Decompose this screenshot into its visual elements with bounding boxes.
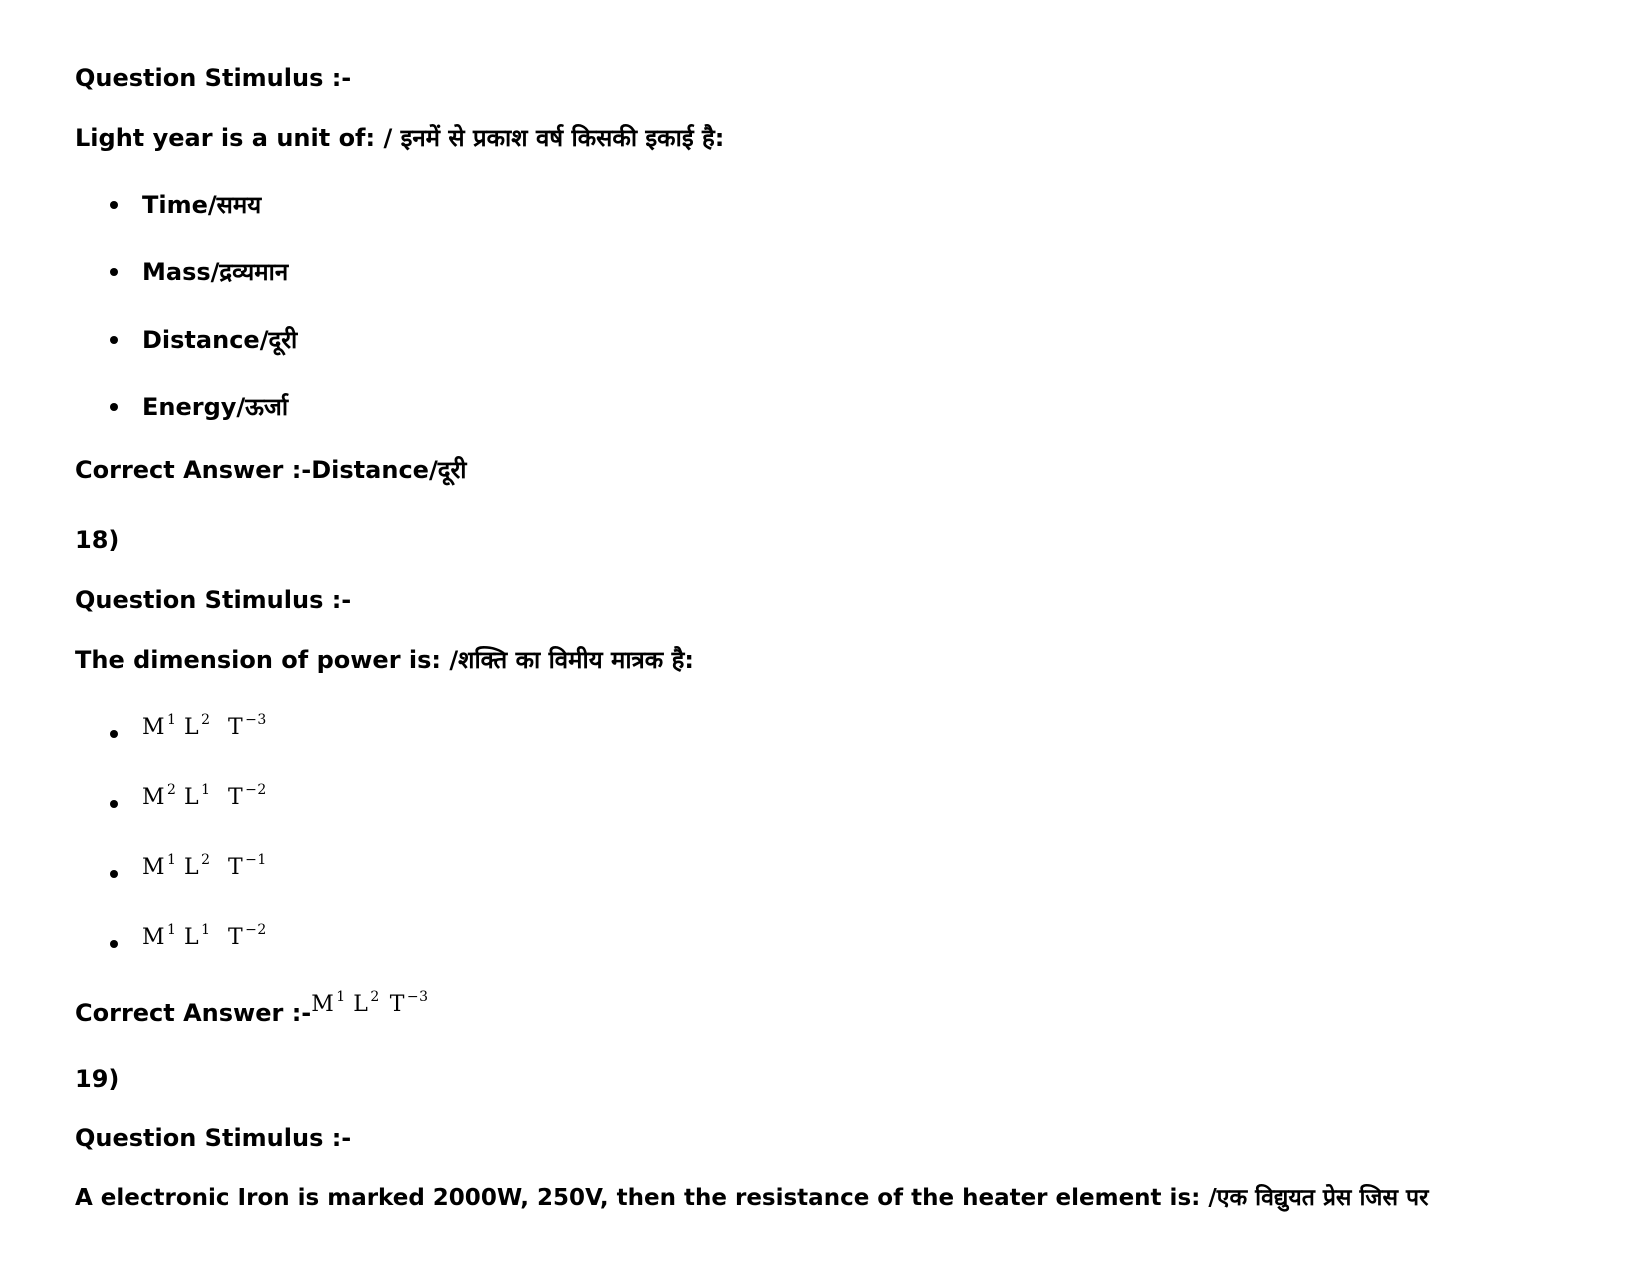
correct-answer-formula: M $^1$ L $^2$ T $^{-3}$ (311, 988, 429, 1017)
option-text: Time/समय (142, 191, 262, 219)
q17-correct-answer (75, 455, 466, 485)
bullet-icon (110, 268, 118, 276)
bullet-icon (110, 940, 118, 948)
q18-number: 18) (75, 526, 120, 554)
option-formula: M $^2$ L $^1$ T $^{-2}$ (142, 781, 267, 810)
q17-stimulus-label: Question Stimulus :- (75, 64, 352, 92)
q18-stimulus-label: Question Stimulus :- (75, 586, 352, 614)
option-text: Energy/ऊर्जा (142, 393, 289, 421)
q18-correct-answer (75, 988, 429, 1030)
bullet-icon (110, 730, 118, 738)
q19-question-text: A electronic Iron is marked 2000W, 250V, then the resistance of the heater element is: /एक विद्युयत प्रेस जिस पर (75, 1185, 1429, 1211)
correct-answer-label: Correct Answer :- (75, 999, 312, 1027)
q19-number: 19) (75, 1065, 120, 1093)
option-text: Distance/दूरी (142, 326, 298, 354)
q18-question-text: The dimension of power is: /शक्ति का विमीय मात्रक है: (75, 646, 694, 674)
bullet-icon (110, 800, 118, 808)
option-formula: M $^1$ L $^1$ T $^{-2}$ (142, 921, 267, 950)
q17-question-text: Light year is a unit of: / इनमें से प्रकाश वर्ष किसकी इकाई है: (75, 124, 725, 152)
bullet-icon (110, 870, 118, 878)
q19-stimulus-label: Question Stimulus :- (75, 1124, 352, 1152)
bullet-icon (110, 403, 118, 411)
bullet-icon (110, 336, 118, 344)
correct-answer-label: Correct Answer :- (75, 456, 312, 484)
option-text: Mass/द्रव्यमान (142, 258, 289, 286)
bullet-icon (110, 201, 118, 209)
correct-answer-value: Distance/दूरी (311, 456, 467, 484)
option-formula: M $^1$ L $^2$ T $^{-3}$ (142, 711, 267, 740)
option-formula: M $^1$ L $^2$ T $^{-1}$ (142, 851, 267, 880)
